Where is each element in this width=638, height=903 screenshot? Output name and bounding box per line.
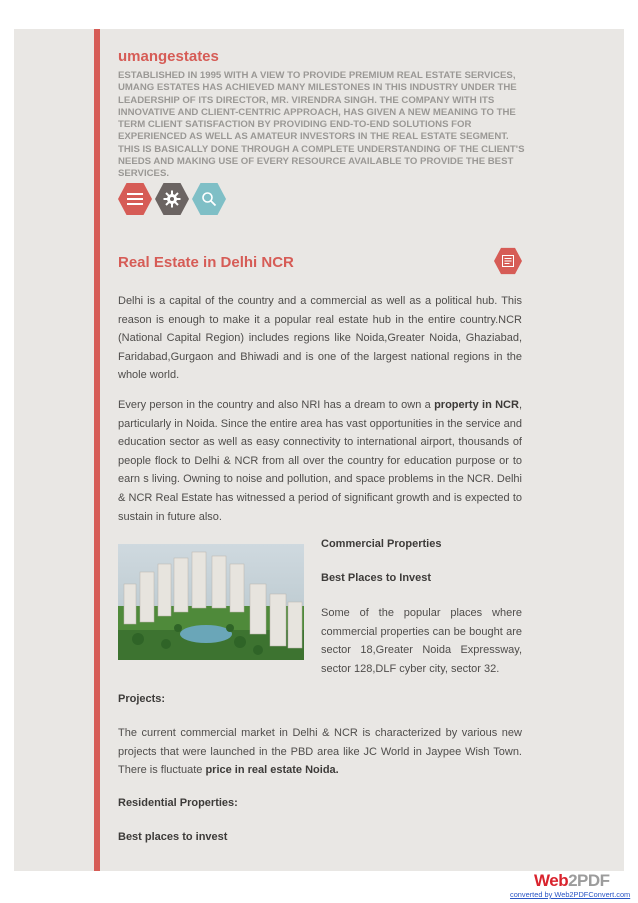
intro-paragraph: Delhi is a capital of the country and a commercial as well as a political hub. This reason is enough to make it a popular real estate hub in the entire country.NCR (National Capital Region) includes regions like Noida,Greater Noida, Ghaziabad, Faridabad,Gurgaon and Bhiwadi and is one of the largest national regions in the whole world. [118,295,522,382]
site-tagline: ESTABLISHED IN 1995 WITH A VIEW TO PROVIDE PREMIUM REAL ESTATE SERVICES, UMANG ESTATES HAS ACHIEVED MANY MILESTONES IN THIS INDUSTRY UNDER THE LEADERSHIP OF ITS DIRECTOR, MR. VIRENDRA SINGH. THE COMPANY WITH ITS INNOVATIVE AND CLIENT-CENTRIC APPROACH, HAS GIVEN A NEW MEANING TO THE TERM CLIENT SATISFACTION BY PROVIDING END-TO-END SOLUTIONS FOR EXPERIENCED AS WELL AS AMATEUR INVESTORS IN THE REAL ESTATE SEGMENT. THIS IS BASICALLY DONE THROUGH A COMPLETE UNDERSTANDING OF THE CLIENT'S NEEDS AND MAKING USE OF EVERY RESOURCE AVAILABLE TO PROVIDE THE BEST SERVICES. [118,70,525,180]
commercial-heading: Commercial Properties [321,538,442,550]
ncr-paragraph-text: Every person in the country and also NRI has a dream to own a [118,399,435,411]
property-in-ncr-link[interactable]: property in NCR [434,399,519,411]
logo-pdf: 2PDF [568,871,610,890]
web2pdf-logo [534,871,610,891]
converter-link[interactable]: converted by Web2PDFConvert.com [510,890,631,899]
residential-heading: Residential Properties: [118,797,238,809]
property-photo [118,544,304,660]
post-title[interactable]: Real Estate in Delhi NCR [118,254,294,271]
commercial-text: Some of the popular places where commercial properties can be bought are sector 18,Greater Noida Expressway, sector 128,DLF cyber city, sector 32. [321,607,522,675]
best-places-invest-heading: Best places to invest [118,831,228,843]
menu-icon [127,192,143,206]
search-icon [201,191,217,207]
ncr-paragraph [118,396,522,526]
best-places-heading: Best Places to Invest [321,572,432,584]
gear-icon [163,190,181,208]
projects-text: The current commercial market in Delhi & NCR is characterized by various new projects that were launched in the PBD area like JC World in Jaypee Wish Town. There is fluctuate [118,727,522,777]
site-title[interactable]: umangestates [118,48,219,65]
projects-heading: Projects: [118,693,166,705]
price-in-noida-link[interactable]: price in real estate Noida. [205,764,339,777]
document-icon [502,255,514,267]
ncr-paragraph-text-rest: , particularly in Noida. Since the entire area has vast opportunities in the service and education sector as well as easy connectivity to international airport, thousands of people flock to Delhi & NCR from all over the country for education purpose or to earn s living. Owning to noise and pollution, and space problems in the NCR. Delhi & NCR Real Estate has witnessed a period of significant growth and is expected to sustain in future also. [118,399,522,523]
accent-rule [94,29,100,871]
logo-web: Web [534,871,569,890]
projects-paragraph [118,724,522,780]
